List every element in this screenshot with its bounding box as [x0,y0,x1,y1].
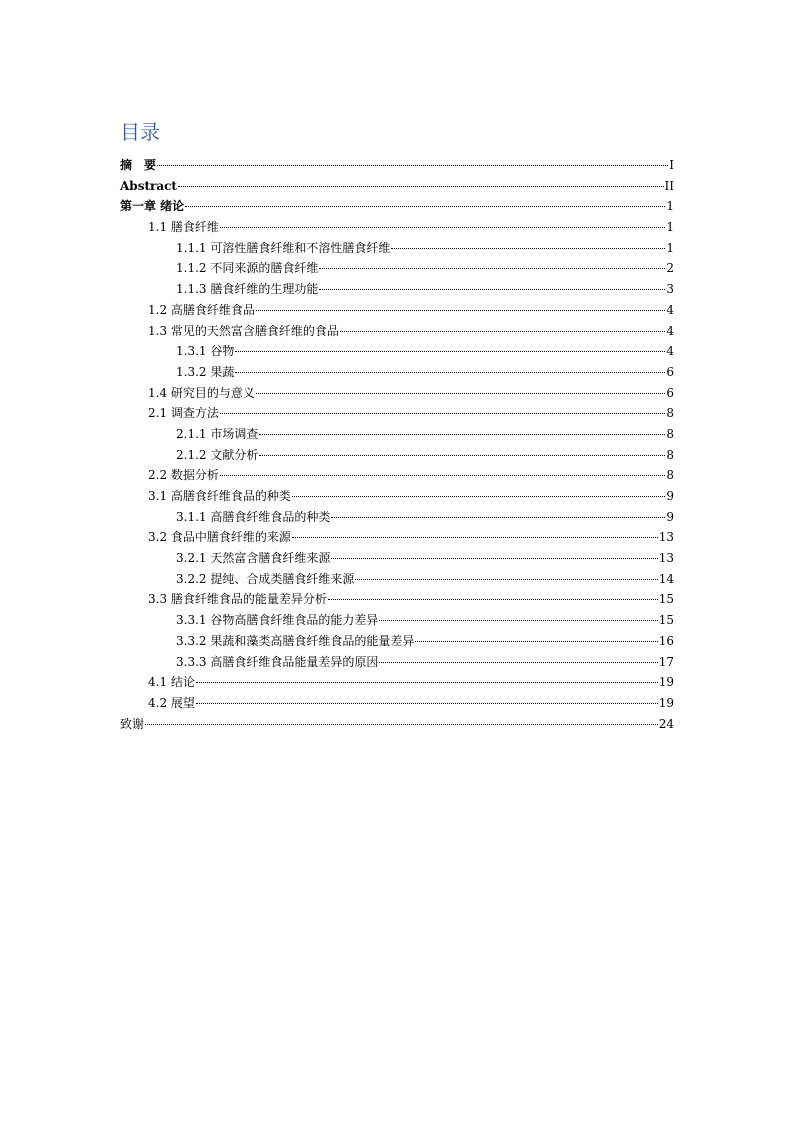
toc-entry[interactable] [120,445,674,466]
toc-entry-page-number: I [669,158,674,172]
toc-entry-page-number: 16 [658,633,674,648]
toc-entry-page-number: 3 [666,282,674,297]
toc-entry-page-number: 19 [658,695,674,710]
toc-entry-page-number: 1 [666,199,674,214]
toc-entry-page-number: 8 [666,468,674,483]
toc-entry-page-number: 15 [658,592,674,607]
toc-entry-page-number: 13 [658,530,674,545]
toc-entry-label: 2.1 调查方法 [148,406,219,421]
toc-entry[interactable] [120,176,674,197]
toc-dot-leader [220,474,665,476]
toc-dot-leader [259,433,665,435]
toc-dot-leader [415,640,657,642]
toc-dot-leader [256,309,665,311]
toc-dot-leader [391,247,665,249]
toc-entry[interactable] [120,465,674,486]
toc-entry-label: 1.2 高膳食纤维食品 [148,302,255,317]
toc-dot-leader [379,619,657,621]
toc-entry-page-number: 13 [658,551,674,566]
toc-entry-label: 致谢 [120,716,145,731]
toc-entry-page-number: 19 [658,675,674,690]
toc-entry-page-number: 4 [666,302,674,317]
toc-entry-label: 2.1.2 文献分析 [176,447,259,462]
toc-dot-leader [319,267,665,269]
toc-entry-page-number: 14 [658,571,674,586]
toc-entry-label: 1.1 膳食纤维 [148,220,219,235]
toc-entry-page-number: 6 [666,385,674,400]
toc-entry-page-number: 2 [666,261,674,276]
toc-entry-label: 3.3 膳食纤维食品的能量差异分析 [148,592,327,607]
toc-dot-leader [235,350,665,352]
toc-entry-label: 2.1.1 市场调查 [176,426,259,441]
toc-entry-label: 4.1 结论 [148,675,195,690]
toc-entry-label: 3.3.2 果蔬和藻类高膳食纤维食品的能量差异 [176,633,415,648]
toc-entry-label: 3.1.1 高膳食纤维食品的种类 [176,509,331,524]
toc-entry[interactable] [120,196,674,217]
toc-entry-page-number: 4 [666,344,674,359]
toc-entry-label: 3.3.1 谷物高膳食纤维食品的能力差异 [176,613,379,628]
toc-entry-label: Abstract [120,178,177,193]
toc-entry-label: 1.3.1 谷物 [176,344,235,359]
toc-entry-label: 2.2 数据分析 [148,468,219,483]
toc-dot-leader [196,702,658,704]
toc-entry[interactable] [120,341,674,362]
toc-entry-page-number: 1 [666,240,674,255]
toc-entry[interactable] [120,527,674,548]
toc-dot-leader [178,185,664,187]
toc-entry[interactable] [120,362,674,383]
toc-entry[interactable] [120,486,674,507]
toc-entry-label: 1.1.3 膳食纤维的生理功能 [176,282,319,297]
toc-entry[interactable] [120,238,674,259]
toc-entry[interactable] [120,279,674,300]
toc-entry[interactable] [120,424,674,445]
toc-entry-label: 4.2 展望 [148,695,195,710]
toc-entry-page-number: 6 [666,364,674,379]
toc-dot-leader [220,412,665,414]
toc-dot-leader [157,164,668,166]
toc-entry[interactable] [120,693,674,714]
toc-entry-label: 3.3.3 高膳食纤维食品能量差异的原因 [176,654,379,669]
toc-dot-leader [328,598,658,600]
toc-entry-label: 第一章 绪论 [120,199,185,214]
toc-entry[interactable] [120,672,674,693]
toc-entry[interactable] [120,569,674,590]
toc-entry-label: 3.2.1 天然富含膳食纤维来源 [176,551,331,566]
toc-entry-label: 3.1 高膳食纤维食品的种类 [148,489,291,503]
toc-entry-label: 1.1.2 不同来源的膳食纤维 [176,261,319,276]
toc-dot-leader [259,454,665,456]
toc-entry-label: 1.3 常见的天然富含膳食纤维的食品 [148,323,339,338]
toc-entry[interactable] [120,217,674,238]
toc-entry-page-number: 8 [666,447,674,462]
toc-entry-page-number: II [664,178,674,193]
toc-dot-leader [331,516,665,518]
toc-entry[interactable] [120,610,674,631]
toc-entry[interactable] [120,589,674,610]
toc-entry-label: 3.2 食品中膳食纤维的来源 [148,530,291,545]
toc-dot-leader [220,226,665,228]
toc-entry-label: 1.3.2 果蔬 [176,364,235,379]
toc-dot-leader [292,536,658,538]
toc-dot-leader [145,723,658,725]
toc-entry[interactable] [120,507,674,528]
toc-entry-page-number: 17 [658,654,674,669]
toc-entry[interactable] [120,652,674,673]
toc-entry[interactable] [120,300,674,321]
toc-entry-page-number: 1 [666,220,674,235]
toc-entry-label: 1.4 研究目的与意义 [148,385,255,400]
toc-entry-page-number: 8 [666,406,674,421]
toc-title: 目录 [120,120,160,144]
toc-dot-leader [196,681,658,683]
toc-dot-leader [331,557,657,559]
toc-dot-leader [235,371,665,373]
toc-entry[interactable] [120,548,674,569]
toc-entry[interactable] [120,714,674,735]
toc-entry-page-number: 9 [666,509,674,524]
toc-entry[interactable] [120,383,674,404]
toc-entry-label: 摘 要 [120,158,157,172]
toc-entry[interactable] [120,631,674,652]
toc-entry-label: 3.2.2 提纯、合成类膳食纤维来源 [176,571,355,586]
toc-entry-page-number: 4 [666,323,674,338]
toc-entry-page-number: 9 [666,489,674,503]
toc-entry-page-number: 24 [658,716,674,731]
toc-entry[interactable] [120,321,674,342]
toc-entry[interactable] [120,258,674,279]
toc-dot-leader [319,288,665,290]
toc-dot-leader [379,661,657,663]
table-of-contents [120,155,674,734]
toc-entry[interactable] [120,403,674,424]
toc-entry[interactable] [120,155,674,176]
toc-dot-leader [292,495,665,497]
toc-dot-leader [340,330,665,332]
toc-dot-leader [256,392,665,394]
toc-entry-page-number: 8 [666,426,674,441]
toc-entry-label: 1.1.1 可溶性膳食纤维和不溶性膳食纤维 [176,240,391,255]
toc-dot-leader [185,205,665,207]
toc-dot-leader [355,578,657,580]
toc-entry-page-number: 15 [658,613,674,628]
